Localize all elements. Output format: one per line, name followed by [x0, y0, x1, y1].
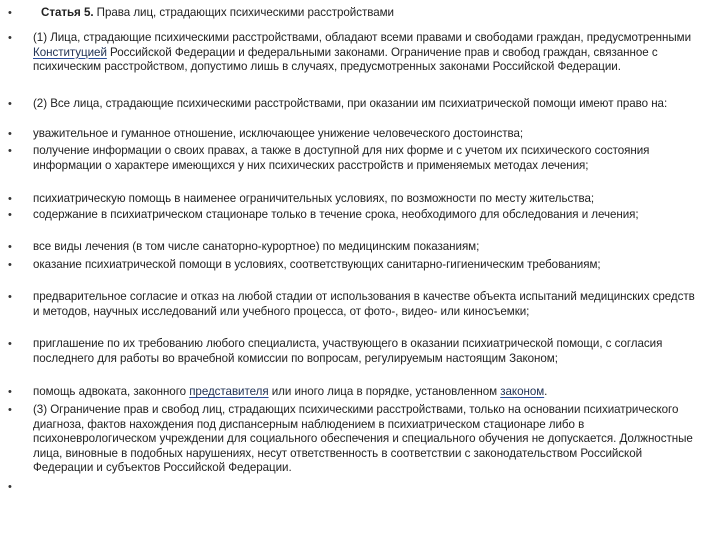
- article-number: Статья 5.: [41, 6, 94, 19]
- right-3: психиатрическую помощь в наименее ограничительных условиях, по возможности по месту жительства;: [33, 192, 595, 205]
- bullet: •: [8, 193, 12, 205]
- right-9-text-b: или иного лица в порядке, установленном: [268, 385, 501, 398]
- bullet: •: [8, 404, 12, 416]
- bullet: •: [8, 7, 12, 19]
- paragraph-1: [33, 31, 704, 75]
- bullet: •: [8, 259, 12, 271]
- right-9-text-c: .: [544, 385, 548, 398]
- article-heading: Права лиц, страдающих психическими расстройствами: [93, 6, 394, 19]
- paragraph-1-text-a: (1) Лица, страдающие психическими расстройствами, обладают всеми правами и свободами граждан, предусмотренными: [33, 31, 692, 44]
- paragraph-2: (2) Все лица, страдающие психическими расстройствами, при оказании им психиатрической помощи имеют право на:: [33, 97, 668, 110]
- representative-link[interactable]: представителя: [189, 385, 269, 398]
- bullet: •: [8, 209, 12, 221]
- right-7: предварительное согласие и отказ на любой стадии от использования в качестве объекта испытаний медицинских средств и методов, научных исследований или учебного процесса, от фото-, видео- или киносъемки;: [33, 290, 695, 318]
- bullet: •: [8, 386, 12, 398]
- right-1: уважительное и гуманное отношение, исключающее унижение человеческого достоинства;: [33, 127, 524, 140]
- right-9: [33, 385, 704, 400]
- bullet: •: [8, 145, 12, 157]
- bullet: •: [8, 481, 12, 493]
- right-6: оказание психиатрической помощи в условиях, соответствующих санитарно-гигиеническим требованиям;: [33, 258, 601, 271]
- bullet: •: [8, 241, 12, 253]
- constitution-link[interactable]: Конституцией: [33, 45, 107, 59]
- paragraph-3: (3) Ограничение прав и свобод лиц, страдающих психическими расстройствами, только на основании психиатрического диагноза, фактов нахождения под диспансерным наблюдением в психиатрическом стационаре либо в психоневрологическом учреждении для социального обеспечения и специального обучения не допускается. Должностные лица, виновные в подобных нарушениях, несут ответственность в соответствии с законодательством Российской Федерации и субъектов Российской Федерации.: [33, 403, 693, 475]
- bullet: •: [8, 128, 12, 140]
- right-9-text-a: помощь адвоката, законного: [33, 385, 190, 398]
- bullet: •: [8, 291, 12, 303]
- bullet: •: [8, 32, 12, 44]
- right-5: все виды лечения (в том числе санаторно-курортное) по медицинским показаниям;: [33, 240, 480, 253]
- law-link[interactable]: законом: [500, 385, 545, 398]
- article-title: [33, 6, 704, 21]
- right-4: содержание в психиатрическом стационаре только в течение срока, необходимого для обследования и лечения;: [33, 208, 639, 221]
- right-8: приглашение по их требованию любого специалиста, участвующего в оказании психиатрической помощи, с согласия последнего для работы во врачебной комиссии по вопросам, регулируемым настоящим Законом;: [33, 337, 663, 365]
- right-2: получение информации о своих правах, а также в доступной для них форме и с учетом их психического состояния информации о характере имеющихся у них психических расстройств и применяемых методах лечения;: [33, 144, 650, 172]
- bullet: •: [8, 338, 12, 350]
- paragraph-1-text-b: Российской Федерации и федеральными законами. Ограничение прав и свобод граждан, связанное с психическим расстройством, допустимо лишь в случаях, предусмотренных законами Российской Федерации.: [33, 45, 658, 74]
- bullet: •: [8, 98, 12, 110]
